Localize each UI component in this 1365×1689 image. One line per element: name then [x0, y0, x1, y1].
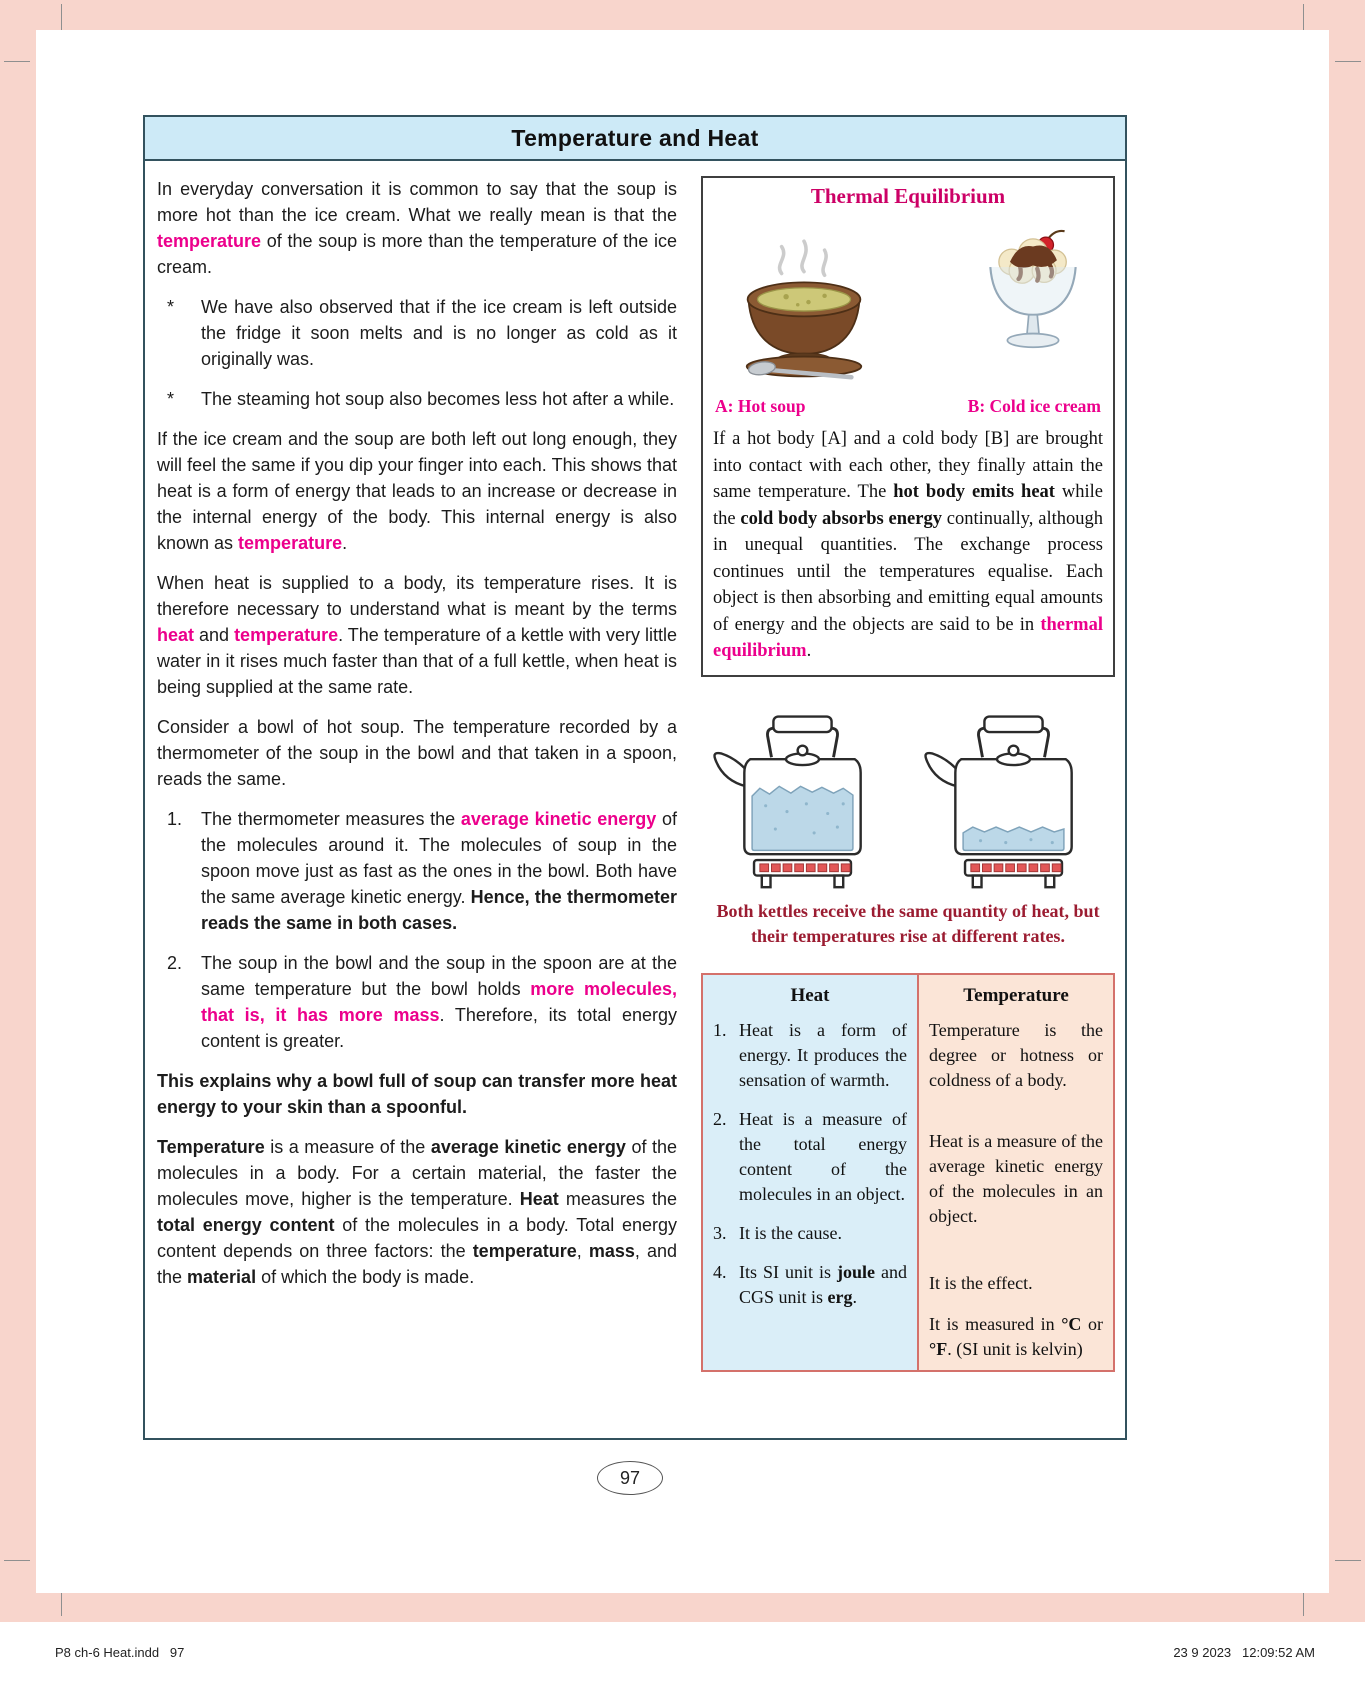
- table-row: [713, 1221, 907, 1246]
- kettles-caption: Both kettles receive the same quantity of heat, but their temperatures rise at different rates.: [716, 900, 1100, 946]
- page-number-badge: 97: [597, 1461, 663, 1495]
- table-row: [713, 1107, 907, 1207]
- numbered-item: [157, 806, 677, 936]
- thermal-equilibrium-figure: [713, 211, 1103, 391]
- body-paragraph: Consider a bowl of hot soup. The temperature recorded by a thermometer of the soup in the bowl and that taken in a spoon, reads the same.: [157, 717, 677, 789]
- textbook-page: [36, 30, 1329, 1593]
- numbered-text: The thermometer measures the average kinetic energy of the molecules around it. The molecules of soup in the spoon move just as fast as the ones in the bowl. Both have the same average kinetic energy. Hence, the thermometer reads the same in both cases.: [201, 809, 678, 933]
- numbered-item: [157, 950, 677, 1054]
- table-column-temperature: [919, 975, 1113, 1370]
- bullet-item: [157, 386, 677, 412]
- crop-mark: [1303, 1590, 1304, 1616]
- label-hot-soup: A: Hot soup: [715, 396, 806, 416]
- numbered-text: The soup in the bowl and the soup in the spoon are at the same temperature but the bowl holds more molecules, that is, it has more mass. Therefore, its total energy content is greater.: [201, 953, 678, 1051]
- thermal-equilibrium-box: [701, 176, 1115, 677]
- table-row: [713, 1018, 907, 1093]
- table-cell-text: It is the cause.: [739, 1222, 842, 1243]
- table-cell-text: It is the effect.: [929, 1272, 1033, 1293]
- label-cold-ice-cream: B: Cold ice cream: [967, 396, 1101, 416]
- thermal-equilibrium-text: If a hot body [A] and a cold body [B] are brought into contact with each other, they finally attain the same temperature. The hot body emits heat while the cold body absorbs energy continually, although in unequal quantities. The exchange process continues until the temperatures equalise. Each object is then absorbing and emitting equal amounts of energy and the objects are said to be in thermal equilibrium.: [713, 429, 1103, 661]
- number-marker: 2.: [167, 953, 183, 973]
- bullet-text: We have also observed that if the ice cream is left outside the fridge it soon melts and is no longer as cold as it originally was.: [201, 297, 677, 369]
- table-header-temperature: Temperature: [963, 984, 1069, 1006]
- two-column-content: [145, 161, 1125, 1372]
- section-title: Temperature and Heat: [145, 117, 1125, 161]
- kettle-full-illustration: [705, 703, 900, 893]
- hot-soup-illustration: [719, 223, 889, 391]
- number-marker: 2.: [713, 1108, 727, 1129]
- crop-mark: [1303, 4, 1304, 30]
- left-column: [157, 176, 677, 1372]
- table-cell-text: It is measured in °C or °F. (SI unit is kelvin): [929, 1313, 1103, 1359]
- summary-paragraph: Temperature is a measure of the average kinetic energy of the molecules in a body. For a certain material, the faster the molecules move, higher is the temperature. Heat measures the total energy content of the molecules in a body. Total energy content depends on three factors: the temperature, mass, and the material of which the body is made.: [157, 1137, 677, 1287]
- table-cell-text: Its SI unit is joule and CGS unit is erg.: [739, 1261, 908, 1307]
- table-cell-text: Heat is a form of energy. It produces the sensation of warmth.: [739, 1019, 907, 1090]
- crop-mark: [4, 1560, 30, 1561]
- chapter-content-box: [143, 115, 1127, 1440]
- table-cell-text: Heat is a measure of the average kinetic energy of the molecules in an object.: [929, 1130, 1103, 1226]
- bullet-marker: *: [167, 297, 175, 317]
- table-cell-text: Heat is a measure of the total energy content of the molecules in an object.: [739, 1108, 907, 1204]
- bullet-item: [157, 294, 677, 372]
- body-paragraph: When heat is supplied to a body, its temperature rises. It is therefore necessary to understand what is meant by the terms heat and temperature. The temperature of a kettle with very little water in it rises much faster than that of a full kettle, when heat is being supplied at the same rate.: [157, 573, 677, 697]
- table-column-heat: [703, 975, 919, 1370]
- thermal-equilibrium-title: Thermal Equilibrium: [810, 184, 1006, 208]
- number-marker: 1.: [713, 1019, 727, 1040]
- number-marker: 1.: [167, 809, 183, 829]
- bullet-text: The steaming hot soup also becomes less hot after a while.: [201, 389, 675, 409]
- crop-mark: [61, 1590, 62, 1616]
- table-cell-text: Temperature is the degree or hotness or coldness of a body.: [929, 1019, 1103, 1090]
- kettle-low-illustration: [916, 703, 1111, 893]
- number-marker: 4.: [713, 1261, 727, 1282]
- intro-paragraph: In everyday conversation it is common to say that the soup is more hot than the ice cream. What we really mean is that the temperature of the soup is more than the temperature of the ice cream.: [157, 179, 677, 277]
- heat-temperature-table: [701, 973, 1115, 1372]
- number-marker: 3.: [713, 1222, 727, 1243]
- table-row: [713, 1260, 907, 1310]
- emphasis-paragraph: This explains why a bowl full of soup can transfer more heat energy to your skin than a spoonful.: [157, 1071, 677, 1117]
- ice-cream-illustration: [969, 219, 1097, 391]
- crop-mark: [61, 4, 62, 30]
- figure-labels: [715, 396, 1101, 417]
- table-header-heat: Heat: [790, 984, 830, 1006]
- crop-mark: [4, 61, 30, 62]
- body-paragraph: If the ice cream and the soup are both left out long enough, they will feel the same if you dip your finger into each. This shows that heat is a form of energy that leads to an increase or decrease in the internal energy of the body. This internal energy is also known as temperature.: [157, 429, 677, 553]
- right-column: [701, 176, 1115, 1372]
- kettles-figure: [701, 703, 1115, 893]
- crop-mark: [1335, 1560, 1361, 1561]
- print-footer-timestamp: 23 9 2023 12:09:52 AM: [1173, 1645, 1315, 1660]
- print-footer-filename: P8 ch-6 Heat.indd 97: [55, 1645, 185, 1660]
- crop-mark: [1335, 61, 1361, 62]
- bullet-marker: *: [167, 389, 175, 409]
